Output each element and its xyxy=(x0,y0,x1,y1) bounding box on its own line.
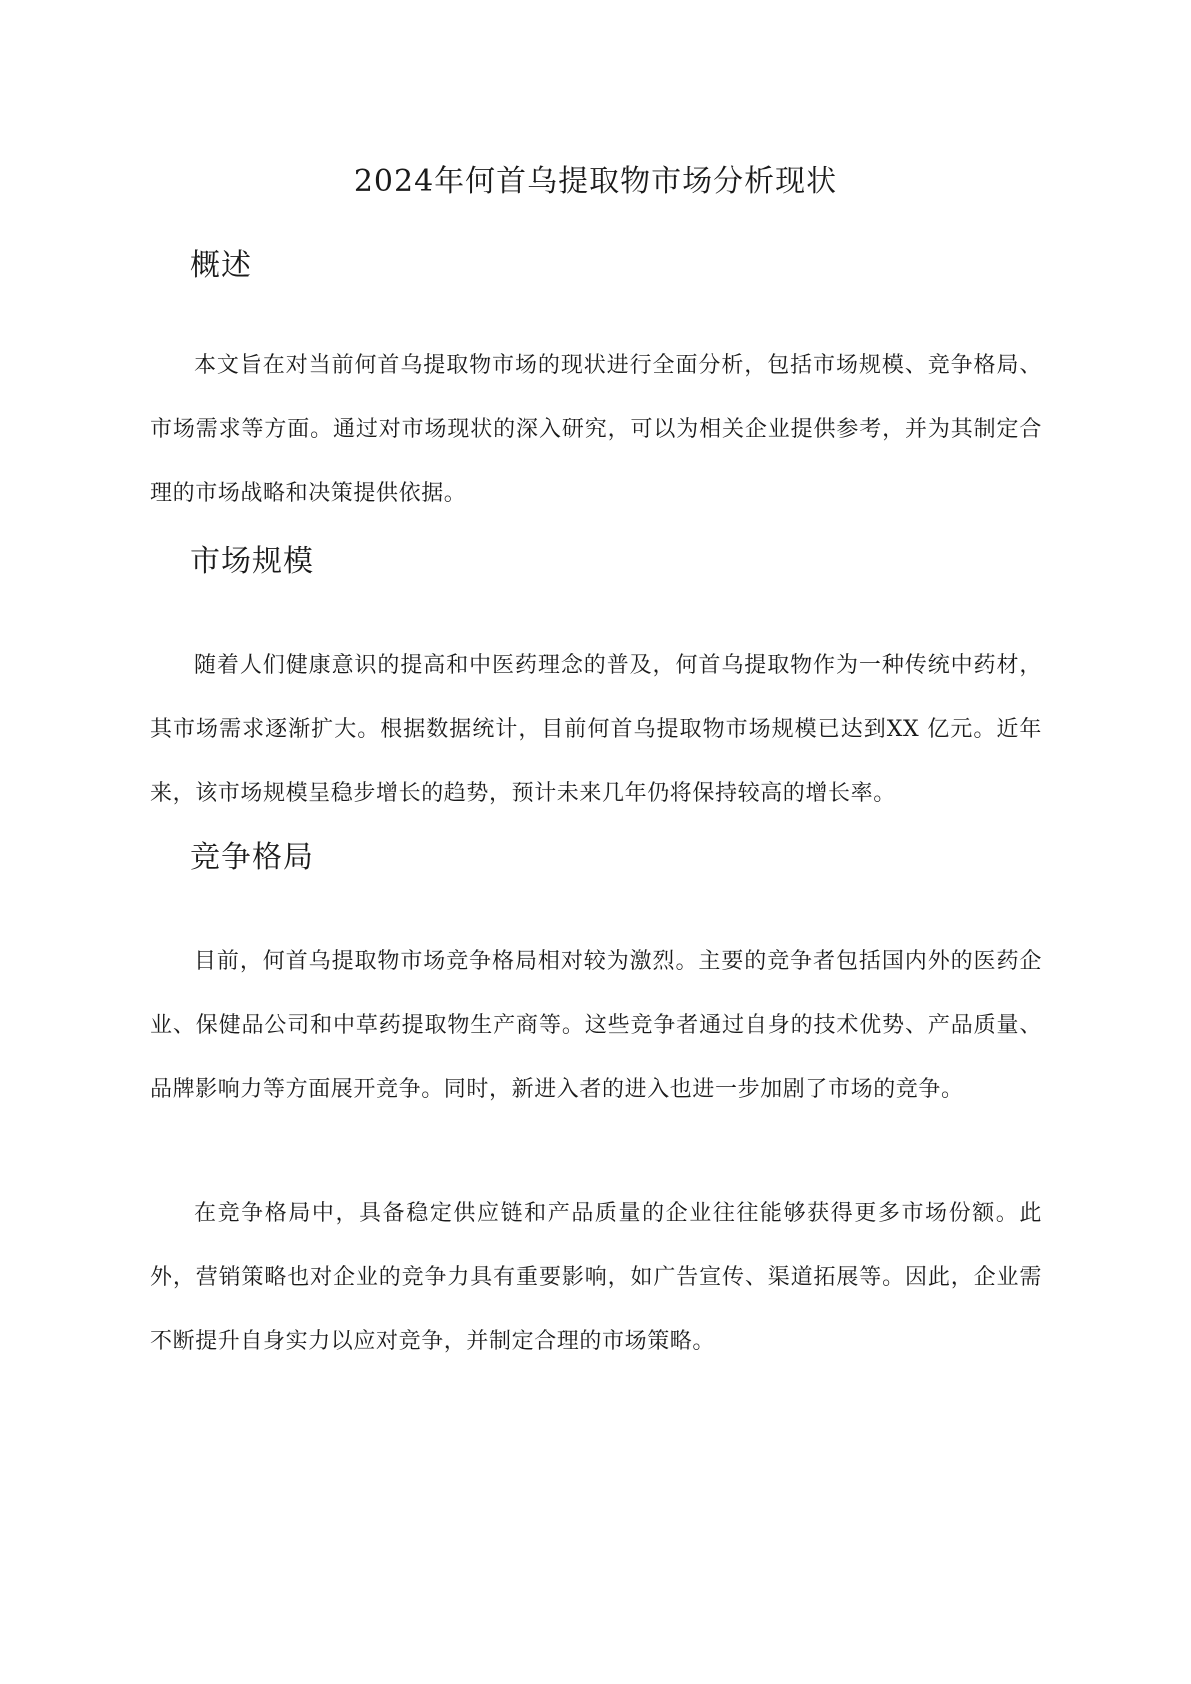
paragraph-competition-1: 目前，何首乌提取物市场竞争格局相对较为激烈。主要的竞争者包括国内外的医药企业、保健品公司和中草药提取物生产商等。这些竞争者通过自身的技术优势、产品质量、品牌影响力等方面展开竞争。同时，新进入者的进入也进一步加剧了市场的竞争。 xyxy=(150,949,1042,1102)
paragraph-competition-2: 在竞争格局中，具备稳定供应链和产品质量的企业往往能够获得更多市场份额。此外，营销策略也对企业的竞争力具有重要影响，如广告宣传、渠道拓展等。因此，企业需不断提升自身实力以应对竞争，并制定合理的市场策略。 xyxy=(150,1201,1042,1354)
document-title: 2024年何首乌提取物市场分析现状 xyxy=(353,164,838,199)
paragraph-overview: 本文旨在对当前何首乌提取物市场的现状进行全面分析，包括市场规模、竞争格局、市场需求等方面。通过对市场现状的深入研究，可以为相关企业提供参考，并为其制定合理的市场战略和决策提供依据。 xyxy=(150,353,1042,506)
section-heading-market-size: 市场规模 xyxy=(190,544,314,579)
paragraph-market-size: 随着人们健康意识的提高和中医药理念的普及，何首乌提取物作为一种传统中药材，其市场需求逐渐扩大。根据数据统计，目前何首乌提取物市场规模已达到XX 亿元。近年来，该市场规模呈稳步增长的趋势，预计未来几年仍将保持较高的增长率。 xyxy=(150,653,1042,806)
section-heading-competition: 竞争格局 xyxy=(190,840,314,875)
section-heading-overview: 概述 xyxy=(190,248,252,283)
